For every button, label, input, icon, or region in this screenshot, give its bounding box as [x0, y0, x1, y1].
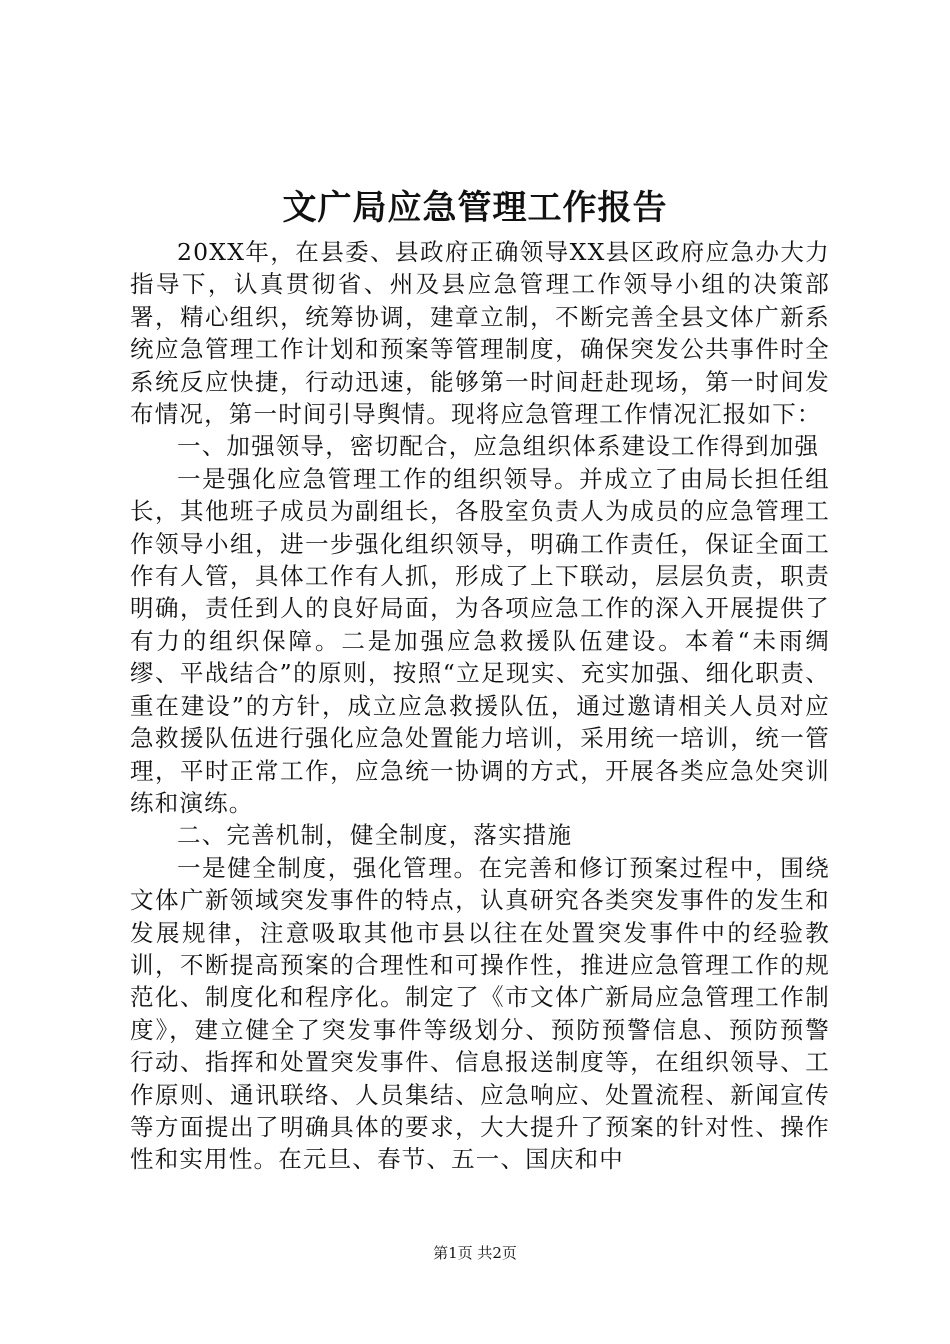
paragraph-section-1: 一是强化应急管理工作的组织领导。并成立了由局长担任组长，其他班子成员为副组长，各股室负责人为成员的应急管理工作领导小组，进一步强化组织领导，明确工作责任，保证全面工作有人管，具体工作有人抓，形成了上下联动，层层负责，职责明确，责任到人的良好局面，为各项应急工作的深入开展提供了有力的组织保障。二是加强应急救援队伍建设。本着“未雨绸缪、平战结合”的原则，按照“立足现实、充实加强、细化职责、重在建设”的方针，成立应急救援队伍，通过邀请相关人员对应急救援队伍进行强化应急处置能力培训，采用统一培训，统一管理，平时正常工作，应急统一协调的方式，开展各类应急处突训练和演练。 — [130, 464, 830, 817]
section-heading-1: 一、加强领导，密切配合，应急组织体系建设工作得到加强 — [177, 432, 820, 461]
document-title: 文广局应急管理工作报告 — [282, 188, 668, 228]
paragraph-section-2: 一是健全制度，强化管理。在完善和修订预案过程中，围绕文体广新领域突发事件的特点，认真研究各类突发事件的发生和发展规律，注意吸取其他市县以往在处置突发事件中的经验教训，不断提高预案的合理性和可操作性，推进应急管理工作的规范化、制度化和程序化。制定了《市文体广新局应急管理工作制度》，建立健全了突发事件等级划分、预防预警信息、预防预警行动、指挥和处置突发事件、信息报送制度等，在组织领导、工作原则、通讯联络、人员集结、应急响应、处置流程、新闻宣传等方面提出了明确具体的要求，大大提升了预案的针对性、操作性和实用性。在元旦、春节、五一、国庆和中 — [130, 853, 830, 1174]
section-heading-2: 二、完善机制，健全制度，落实措施 — [177, 821, 573, 850]
document-body — [130, 236, 830, 1176]
page-number-footer: 第1页 共2页 — [433, 1244, 517, 1262]
paragraph-intro: 20XX年，在县委、县政府正确领导XX县区政府应急办大力指导下，认真贯彻省、州及县应急管理工作领导小组的决策部署，精心组织，统筹协调，建章立制，不断完善全县文体广新系统应急管理工作计划和预案等管理制度，确保突发公共事件时全系统反应快捷，行动迅速，能够第一时间赶赴现场，第一时间发布情况，第一时间引导舆情。现将应急管理工作情况汇报如下： — [130, 238, 830, 429]
